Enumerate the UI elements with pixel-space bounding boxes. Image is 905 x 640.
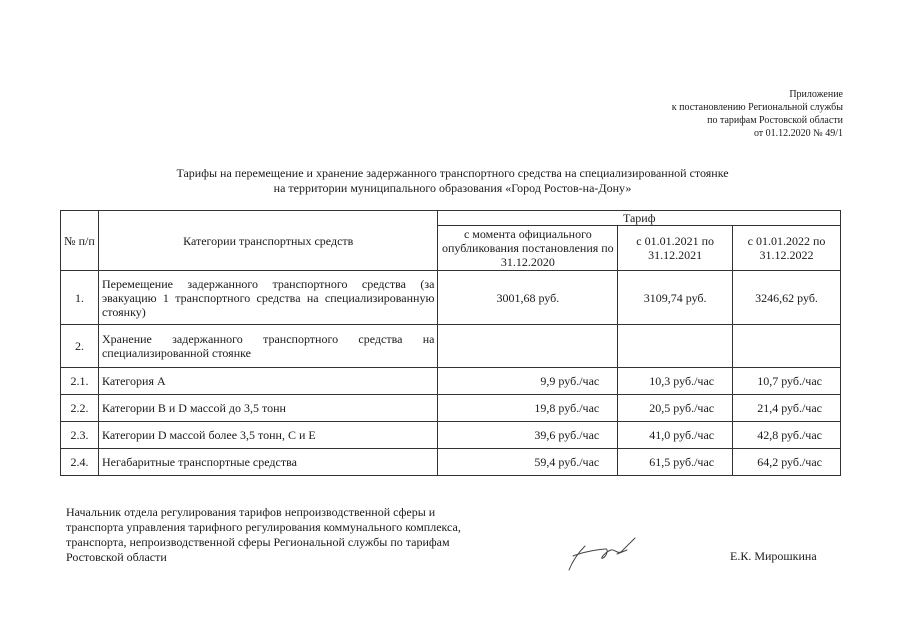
row-num: 2.4. [61,449,99,476]
appendix-line: Приложение [789,89,843,100]
row-tariff-period-2: 10,3 руб./час [618,368,733,395]
row-tariff-period-3 [733,325,841,368]
row-tariff-period-1: 39,6 руб./час [438,422,618,449]
row-num: 2.2. [61,395,99,422]
row-tariff-period-1: 9,9 руб./час [438,368,618,395]
header-period-2: с 01.01.2021 по 31.12.2021 [618,226,733,271]
row-tariff-period-2: 41,0 руб./час [618,422,733,449]
position-line: транспорта управления тарифного регулирования коммунального комплекса, [66,520,461,534]
row-num: 2.1. [61,368,99,395]
row-tariff-period-1 [438,325,618,368]
row-tariff-period-3: 10,7 руб./час [733,368,841,395]
tariff-table [60,210,841,476]
row-tariff-period-3: 3246,62 руб. [733,271,841,325]
row-category: Категория А [98,368,437,395]
appendix-line: от 01.12.2020 № 49/1 [753,128,843,139]
table-row [61,368,841,395]
header-period-1: с момента официального опубликования постановления по 31.12.2020 [438,226,618,271]
row-tariff-period-2: 3109,74 руб. [618,271,733,325]
document-title [60,166,845,196]
table-row [61,271,841,325]
table-row [61,325,841,368]
row-tariff-period-1: 59,4 руб./час [438,449,618,476]
row-tariff-period-1: 3001,68 руб. [438,271,618,325]
header-num: № п/п [61,211,99,271]
row-category: Хранение задержанного транспортного средства на специализированной стоянке [98,325,437,368]
row-category: Негабаритные транспортные средства [98,449,437,476]
row-tariff-period-1: 19,8 руб./час [438,395,618,422]
appendix-block [672,88,843,140]
position-line: Начальник отдела регулирования тарифов непроизводственной сферы и [66,505,436,519]
row-tariff-period-3: 64,2 руб./час [733,449,841,476]
table-row [61,449,841,476]
signer-name: Е.К. Мирошкина [730,549,817,563]
row-category: Категории В и D массой до 3,5 тонн [98,395,437,422]
row-tariff-period-3: 21,4 руб./час [733,395,841,422]
title-line-1: Тарифы на перемещение и хранение задержанного транспортного средства на специализированной стоянке [176,166,729,180]
row-tariff-period-2 [618,325,733,368]
handwritten-signature [565,530,640,574]
row-category: Категории D массой более 3,5 тонн, С и Е [98,422,437,449]
table-header-row [61,211,841,226]
row-category: Перемещение задержанного транспортного средства (за эвакуацию 1 транспортного средства на специализированную стоянку) [98,271,437,325]
title-line-2: на территории муниципального образования «Город Ростов-на-Дону» [273,181,632,195]
row-tariff-period-2: 20,5 руб./час [618,395,733,422]
row-tariff-period-2: 61,5 руб./час [618,449,733,476]
row-num: 2. [61,325,99,368]
header-tariff: Тариф [438,211,841,226]
table-row [61,395,841,422]
row-tariff-period-3: 42,8 руб./час [733,422,841,449]
appendix-line: по тарифам Ростовской области [707,115,843,126]
row-num: 2.3. [61,422,99,449]
row-num: 1. [61,271,99,325]
appendix-line: к постановлению Региональной службы [671,102,843,113]
signatory-position [66,505,526,565]
table-row [61,422,841,449]
position-line: Ростовской области [66,550,167,564]
position-line: транспорта, непроизводственной сферы Региональной службы по тарифам [66,535,450,549]
header-category: Категории транспортных средств [98,211,437,271]
header-period-3: с 01.01.2022 по 31.12.2022 [733,226,841,271]
